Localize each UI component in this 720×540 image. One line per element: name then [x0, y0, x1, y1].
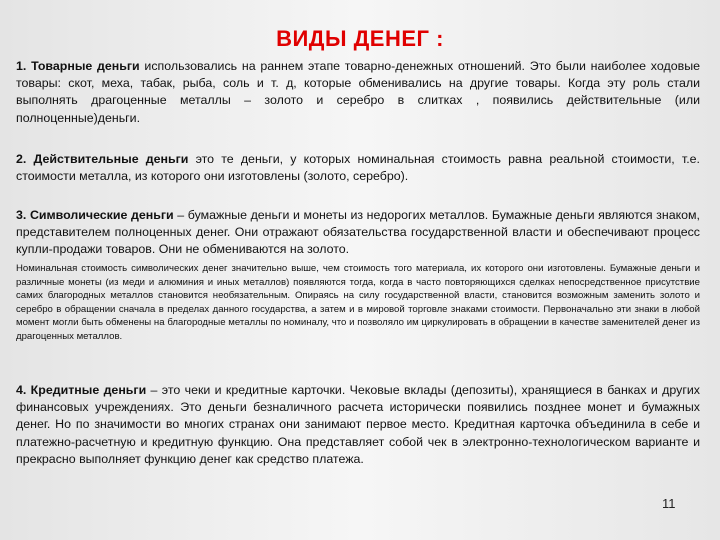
paragraph-text: использовались на раннем этапе товарно-денежных отношений. Это были наиболее ходовые товары: скот, меха, табак, рыба, соль и т. д, которые обменивались на другие товары. Когда эту роль стали выполнять драгоценные металлы – золото и серебро в слитках , появились действительные (или полноценные)деньги.: [16, 59, 700, 125]
paragraph-full-value-money: [16, 151, 700, 185]
paragraph-text: – это чеки и кредитные карточки. Чековые вклады (депозиты), хранящиеся в банках и других финансовых учреждениях. Это деньги безналичного расчета исторически появились позднее монет и бумажных денег. Но по значимости во многих странах они занимают первое место. Кредитная карточка объединила в себе и платежно-расчетную и кредитную функцию. Она представляет собой чек в электронно-технологическом варианте и прекрасно выполняет функцию денег как средство платежа.: [16, 383, 700, 466]
paragraph-lead: 3. Символические деньги: [16, 208, 174, 222]
paragraph-text: это те деньги, у которых номинальная стоимость равна реальной стоимости, т.е. стоимости металла, из которого они изготовлены (золото, серебро).: [16, 152, 700, 184]
paragraph-lead: 1. Товарные деньги: [16, 59, 140, 73]
paragraph-text: Номинальная стоимость символических денег значительно выше, чем стоимость того материала, их которого они изготовлены. Бумажные деньги и различные монеты (из меди и алюминия и иных металлов) появляются тогда, когда в часто повторяющихся сделках непосредственное присутствие самих благородных металлов становится необязательным. Опираясь на силу государственной власти, становится возможным заменить золото и серебро в обращении сначала в пределах данного государства, а затем и в мировой торговле знаками стоимости. Первоначально эти знаки в любой момент могли быть обменены на благородные металлы по номиналу, что и позволяло им циркулировать в обращении в качестве заменителей денег из драгоценных металлов.: [16, 263, 700, 342]
paragraph-text: – бумажные деньги и монеты из недорогих металлов. Бумажные деньги являются знаком, представителем полноценных денег. Они отражают обязательства государственной власти и обеспечивают процесс купли-продажи товаров. Они не обмениваются на золото.: [16, 208, 700, 257]
page-number: 11: [662, 496, 676, 511]
paragraph-token-money-details: [16, 262, 700, 344]
slide-title: ВИДЫ ДЕНЕГ :: [276, 26, 444, 51]
paragraph-credit-money: [16, 382, 700, 468]
paragraph-token-money: [16, 207, 700, 259]
paragraph-commodity-money: [16, 58, 700, 127]
paragraph-lead: 2. Действительные деньги: [16, 152, 189, 166]
paragraph-lead: 4. Кредитные деньги: [16, 383, 147, 397]
